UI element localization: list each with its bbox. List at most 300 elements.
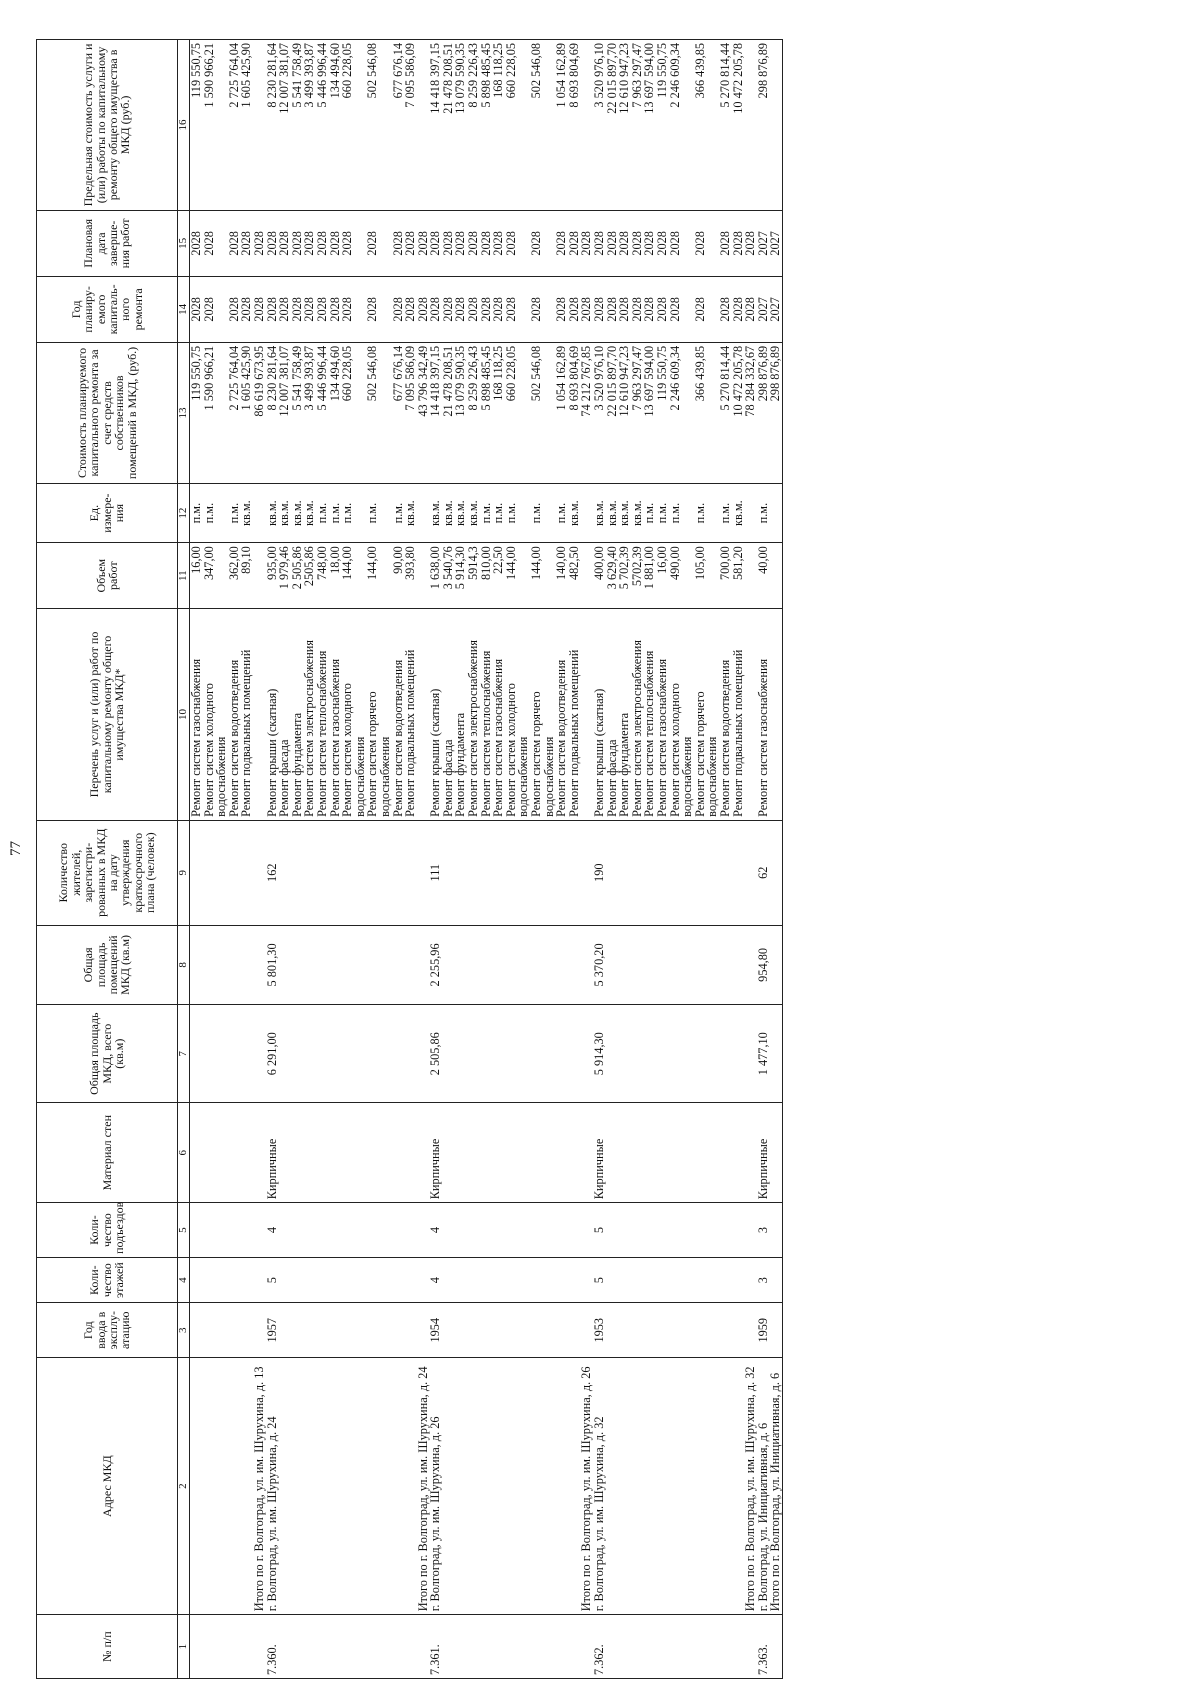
table-cell-col14: 2028	[266, 276, 279, 342]
column-number-11: 11	[178, 543, 190, 609]
table-cell-col11: 18,00	[329, 543, 342, 609]
table-cell-col9	[442, 820, 455, 925]
table-cell-col13: 12 610 947,23	[618, 342, 631, 483]
table-cell-col7	[404, 1005, 417, 1103]
table-cell-col15: 2028	[606, 210, 619, 276]
column-header-3: Год ввода в эксплу-атацию	[37, 1303, 178, 1358]
table-cell-col5: 4	[266, 1203, 279, 1258]
table-cell-col6	[606, 1103, 619, 1203]
table-cell-col12: п.м.	[643, 484, 656, 543]
table-row	[442, 40, 455, 1679]
table-cell-col14: 2028	[656, 276, 669, 342]
table-row	[643, 40, 656, 1679]
table-cell-col15: 2028	[417, 210, 430, 276]
table-cell-col14: 2028	[442, 276, 455, 342]
table-cell-col12: п.м.	[757, 484, 770, 543]
table-cell-col9	[366, 820, 391, 925]
table-row	[253, 40, 266, 1679]
table-cell-col7	[530, 1005, 555, 1103]
column-header-11: Объем работ	[37, 543, 178, 609]
table-cell-col14: 2028	[278, 276, 291, 342]
table-cell-col12: п.м.	[203, 484, 228, 543]
table-cell-col10: Ремонт фундамента	[454, 609, 467, 821]
table-cell-col12: п.м.	[316, 484, 329, 543]
table-cell-col10: Ремонт систем горячего водоснабжения	[530, 609, 555, 821]
table-cell-col2: г. Волгоград, ул. им. Шурухина, д. 26	[429, 1358, 442, 1615]
table-cell-col15: 2028	[278, 210, 291, 276]
table-cell-col4	[643, 1257, 656, 1303]
table-cell-col7	[442, 1005, 455, 1103]
table-cell-col4: 5	[593, 1257, 606, 1303]
table-cell-col5	[618, 1203, 631, 1258]
table-cell-col15: 2028	[669, 210, 694, 276]
table-cell-col10: Ремонт систем газоснабжения	[757, 609, 770, 821]
table-cell-col3	[316, 1303, 329, 1358]
table-cell-col13: 8 259 226,43	[467, 342, 480, 483]
column-header-1: № п/п	[37, 1615, 178, 1679]
table-cell-col5	[744, 1203, 757, 1258]
table-cell-col3	[769, 1303, 782, 1358]
table-cell-col9	[454, 820, 467, 925]
table-cell-col3: 1957	[266, 1303, 279, 1358]
table-cell-col12: кв.м.	[732, 484, 745, 543]
table-cell-col16: 5 446 996,44	[316, 40, 329, 211]
table-cell-col10: Ремонт фундамента	[291, 609, 304, 821]
table-cell-col4	[190, 1257, 203, 1303]
table-cell-col7	[278, 1005, 291, 1103]
table-cell-col8: 954,80	[757, 925, 770, 1005]
table-cell-col12: п.м.	[480, 484, 493, 543]
table-cell-col12: п.м.	[492, 484, 505, 543]
table-cell-col12: п.м.	[505, 484, 530, 543]
table-cell-col10	[253, 609, 266, 821]
table-cell-col16: 1 054 162,89	[555, 40, 568, 211]
table-cell-col11: 40,00	[757, 543, 770, 609]
table-cell-col10: Ремонт систем горячего водоснабжения	[366, 609, 391, 821]
table-cell-col2	[669, 1358, 694, 1615]
table-cell-col1	[492, 1615, 505, 1679]
table-cell-col3: 1959	[757, 1303, 770, 1358]
table-cell-col13: 660 228,05	[505, 342, 530, 483]
table-cell-col4	[316, 1257, 329, 1303]
table-cell-col2	[341, 1358, 366, 1615]
table-cell-col3	[669, 1303, 694, 1358]
column-number-13: 13	[178, 342, 190, 483]
table-cell-col16: 2 725 764,04	[228, 40, 241, 211]
table-cell-col5	[606, 1203, 619, 1258]
table-cell-col10: Ремонт фундамента	[618, 609, 631, 821]
table-cell-col16: 12 007 381,07	[278, 40, 291, 211]
table-cell-col3	[480, 1303, 493, 1358]
table-cell-col5	[228, 1203, 241, 1258]
table-cell-col2	[530, 1358, 555, 1615]
table-cell-col1	[278, 1615, 291, 1679]
table-cell-col5	[253, 1203, 266, 1258]
table-cell-col14: 2028	[240, 276, 253, 342]
column-header-6: Материал стен	[37, 1103, 178, 1203]
column-number-3: 3	[178, 1303, 190, 1358]
table-cell-col5	[643, 1203, 656, 1258]
table-cell-col10: Ремонт систем газоснабжения	[329, 609, 342, 821]
table-cell-col1	[656, 1615, 669, 1679]
table-cell-col15: 2028	[454, 210, 467, 276]
table-cell-col11: 5914,3	[467, 543, 480, 609]
table-cell-col15: 2027	[769, 210, 782, 276]
table-cell-col12: кв.м.	[266, 484, 279, 543]
table-cell-col9	[643, 820, 656, 925]
table-cell-col3	[442, 1303, 455, 1358]
table-cell-col3	[505, 1303, 530, 1358]
table-cell-col15: 2028	[190, 210, 203, 276]
table-cell-col13: 1 054 162,89	[555, 342, 568, 483]
table-cell-col4	[228, 1257, 241, 1303]
table-cell-col6	[366, 1103, 391, 1203]
table-cell-col13: 119 550,75	[656, 342, 669, 483]
table-cell-col7	[719, 1005, 732, 1103]
table-cell-col7	[392, 1005, 405, 1103]
table-cell-col9	[329, 820, 342, 925]
table-cell-col12: п.м.	[669, 484, 694, 543]
table-cell-col1	[744, 1615, 757, 1679]
table-cell-col16: 3 499 393,87	[303, 40, 316, 211]
table-cell-col13: 3 499 393,87	[303, 342, 316, 483]
table-cell-col7: 1 477,10	[757, 1005, 770, 1103]
table-body	[190, 40, 783, 1679]
table-cell-col14: 2028	[253, 276, 266, 342]
table-cell-col10: Ремонт систем газоснабжения	[492, 609, 505, 821]
table-cell-col14: 2028	[429, 276, 442, 342]
table-cell-col12: п.м.	[694, 484, 719, 543]
table-cell-col12: кв.м.	[442, 484, 455, 543]
table-cell-col7	[568, 1005, 581, 1103]
table-cell-col10	[769, 609, 782, 821]
column-header-8: Общая площадь помещений МКД (кв.м)	[37, 925, 178, 1005]
table-cell-col1	[404, 1615, 417, 1679]
table-cell-col6	[643, 1103, 656, 1203]
table-cell-col16: 8 693 804,69	[568, 40, 581, 211]
table-cell-col15: 2028	[505, 210, 530, 276]
table-cell-col7	[555, 1005, 568, 1103]
table-cell-col2	[366, 1358, 391, 1615]
table-cell-col10: Ремонт фасада	[278, 609, 291, 821]
table-cell-col4	[492, 1257, 505, 1303]
table-cell-col4: 3	[757, 1257, 770, 1303]
table-cell-col8: 5 801,30	[266, 925, 279, 1005]
table-cell-col15: 2028	[392, 210, 405, 276]
table-cell-col9	[631, 820, 644, 925]
table-cell-col2	[719, 1358, 732, 1615]
table-cell-col1	[253, 1615, 266, 1679]
table-cell-col16: 677 676,14	[392, 40, 405, 211]
table-cell-col5	[480, 1203, 493, 1258]
table-cell-col4	[568, 1257, 581, 1303]
table-cell-col11: 3 540,76	[442, 543, 455, 609]
table-cell-col8	[555, 925, 568, 1005]
table-cell-col6	[240, 1103, 253, 1203]
table-cell-col2: г. Волгоград, ул. Инициативная, д. 6	[757, 1358, 770, 1615]
table-cell-col6: Кирпичные	[593, 1103, 606, 1203]
table-cell-col2	[467, 1358, 480, 1615]
table-cell-col3	[228, 1303, 241, 1358]
table-cell-col9	[253, 820, 266, 925]
table-cell-col12: кв.м.	[593, 484, 606, 543]
table-cell-col8	[278, 925, 291, 1005]
table-cell-col6	[467, 1103, 480, 1203]
table-row	[505, 40, 530, 1679]
table-cell-col13: 7 095 586,09	[404, 342, 417, 483]
table-cell-col13: 2 246 609,34	[669, 342, 694, 483]
table-cell-col7	[190, 1005, 203, 1103]
table-cell-col8	[694, 925, 719, 1005]
table-row	[719, 40, 732, 1679]
table-cell-col4	[631, 1257, 644, 1303]
table-cell-col8	[253, 925, 266, 1005]
table-cell-col7	[505, 1005, 530, 1103]
table-cell-col12: кв.м.	[240, 484, 253, 543]
table-cell-col6	[656, 1103, 669, 1203]
table-cell-col14: 2028	[618, 276, 631, 342]
table-cell-col7	[492, 1005, 505, 1103]
table-row	[454, 40, 467, 1679]
table-cell-col15: 2028	[404, 210, 417, 276]
table-cell-col1	[555, 1615, 568, 1679]
table-cell-col14: 2028	[303, 276, 316, 342]
table-cell-col14: 2028	[291, 276, 304, 342]
table-cell-col9	[240, 820, 253, 925]
table-cell-col15: 2028	[719, 210, 732, 276]
table-cell-col9	[316, 820, 329, 925]
column-header-10: Перечень услуг и (или) работ по капитальному ремонту общего имущества МКД*	[37, 609, 178, 821]
table-row	[329, 40, 342, 1679]
table-cell-col14: 2028	[580, 276, 593, 342]
table-cell-col7	[240, 1005, 253, 1103]
table-cell-col6	[732, 1103, 745, 1203]
table-cell-col1	[240, 1615, 253, 1679]
table-cell-col7	[631, 1005, 644, 1103]
column-header-9: Количество жителей, зарегистри-рованных в МКД на дату утверждения краткосрочного плана (человек)	[37, 820, 178, 925]
table-cell-col5	[656, 1203, 669, 1258]
table-row	[467, 40, 480, 1679]
table-cell-col5	[769, 1203, 782, 1258]
table-cell-col10: Ремонт систем теплоснабжения	[316, 609, 329, 821]
table-row	[631, 40, 644, 1679]
table-cell-col11: 5702,39	[631, 543, 644, 609]
table-cell-col14: 2028	[341, 276, 366, 342]
table-cell-col16: 119 550,75	[656, 40, 669, 211]
table-cell-col5	[694, 1203, 719, 1258]
table-cell-col5	[669, 1203, 694, 1258]
table-cell-col12: кв.м.	[278, 484, 291, 543]
table-cell-col14: 2027	[757, 276, 770, 342]
table-cell-col10: Ремонт подвальных помещений	[568, 609, 581, 821]
table-cell-col14: 2028	[719, 276, 732, 342]
table-cell-col2	[454, 1358, 467, 1615]
table-cell-col8	[291, 925, 304, 1005]
table-cell-col8	[631, 925, 644, 1005]
table-cell-col15: 2028	[329, 210, 342, 276]
table-cell-col10: Ремонт крыши (скатная)	[593, 609, 606, 821]
table-cell-col13: 10 472 205,78	[732, 342, 745, 483]
table-cell-col9	[480, 820, 493, 925]
table-cell-col16: 502 546,08	[530, 40, 555, 211]
table-cell-col5	[392, 1203, 405, 1258]
table-row	[341, 40, 366, 1679]
table-cell-col2	[492, 1358, 505, 1615]
table-cell-col3	[190, 1303, 203, 1358]
table-row	[278, 40, 291, 1679]
table-cell-col3	[341, 1303, 366, 1358]
table-cell-col1: 7.360.	[266, 1615, 279, 1679]
table-cell-col1	[442, 1615, 455, 1679]
table-cell-col8	[467, 925, 480, 1005]
table-cell-col2	[643, 1358, 656, 1615]
table-row	[316, 40, 329, 1679]
table-cell-col6	[316, 1103, 329, 1203]
table-cell-col6	[341, 1103, 366, 1203]
table-cell-col9	[744, 820, 757, 925]
table-cell-col8	[329, 925, 342, 1005]
table-cell-col16: 134 494,60	[329, 40, 342, 211]
table-cell-col1	[719, 1615, 732, 1679]
table-cell-col10: Ремонт подвальных помещений	[404, 609, 417, 821]
table-cell-col15: 2028	[266, 210, 279, 276]
table-cell-col5	[341, 1203, 366, 1258]
table-cell-col9	[303, 820, 316, 925]
table-cell-col11: 22,50	[492, 543, 505, 609]
table-cell-col13: 86 619 673,95	[253, 342, 266, 483]
table-cell-col13: 660 228,05	[341, 342, 366, 483]
table-cell-col15: 2028	[568, 210, 581, 276]
table-cell-col1	[732, 1615, 745, 1679]
table-cell-col10: Ремонт систем холодного водоснабжения	[203, 609, 228, 821]
table-cell-col6	[744, 1103, 757, 1203]
table-cell-col8	[303, 925, 316, 1005]
table-row	[480, 40, 493, 1679]
table-cell-col15: 2028	[442, 210, 455, 276]
table-cell-col3	[492, 1303, 505, 1358]
table-cell-col9	[694, 820, 719, 925]
table-cell-col13: 43 796 342,49	[417, 342, 430, 483]
table-cell-col16: 366 439,85	[694, 40, 719, 211]
table-cell-col11: 140,00	[555, 543, 568, 609]
table-cell-col1	[366, 1615, 391, 1679]
table-cell-col4	[656, 1257, 669, 1303]
table-cell-col2: Итого по г. Волгоград, ул. им. Шурухина, д. 32	[744, 1358, 757, 1615]
table-cell-col13: 78 284 332,67	[744, 342, 757, 483]
table-cell-col1	[643, 1615, 656, 1679]
table-cell-col16: 1 590 966,21	[203, 40, 228, 211]
table-cell-col3	[530, 1303, 555, 1358]
table-cell-col12: п.м.	[190, 484, 203, 543]
table-cell-col13: 21 478 208,51	[442, 342, 455, 483]
table-cell-col3	[719, 1303, 732, 1358]
table-cell-col14: 2028	[454, 276, 467, 342]
column-number-5: 5	[178, 1203, 190, 1258]
table-cell-col6: Кирпичные	[266, 1103, 279, 1203]
table-cell-col12: кв.м.	[618, 484, 631, 543]
table-cell-col8	[228, 925, 241, 1005]
table-cell-col2: г. Волгоград, ул. им. Шурухина, д. 32	[593, 1358, 606, 1615]
table-cell-col11: 16,00	[190, 543, 203, 609]
table-cell-col10: Ремонт подвальных помещений	[240, 609, 253, 821]
table-cell-col3	[631, 1303, 644, 1358]
table-cell-col5	[329, 1203, 342, 1258]
table-cell-col11: 5 914,30	[454, 543, 467, 609]
table-cell-col7	[203, 1005, 228, 1103]
table-cell-col6	[291, 1103, 304, 1203]
column-header-5: Коли-чество подъездов	[37, 1203, 178, 1258]
table-cell-col13: 168 118,25	[492, 342, 505, 483]
repair-plan-table	[36, 39, 783, 1679]
table-cell-col5	[732, 1203, 745, 1258]
table-cell-col11: 90,00	[392, 543, 405, 609]
table-cell-col6	[669, 1103, 694, 1203]
table-cell-col3	[203, 1303, 228, 1358]
table-cell-col12	[769, 484, 782, 543]
table-row	[492, 40, 505, 1679]
table-cell-col1	[530, 1615, 555, 1679]
table-cell-col9	[404, 820, 417, 925]
table-row	[266, 40, 279, 1679]
table-cell-col2	[392, 1358, 405, 1615]
table-cell-col7	[467, 1005, 480, 1103]
table-cell-col8	[618, 925, 631, 1005]
table-cell-col12	[744, 484, 757, 543]
table-cell-col7	[316, 1005, 329, 1103]
table-cell-col12: п.м.	[366, 484, 391, 543]
table-row	[669, 40, 694, 1679]
table-cell-col11	[744, 543, 757, 609]
column-number-10: 10	[178, 609, 190, 821]
table-cell-col3: 1953	[593, 1303, 606, 1358]
table-cell-col10: Ремонт систем водоотведения	[555, 609, 568, 821]
table-cell-col5	[530, 1203, 555, 1258]
table-cell-col3: 1954	[429, 1303, 442, 1358]
table-cell-col11: 347,00	[203, 543, 228, 609]
table-cell-col4	[555, 1257, 568, 1303]
table-cell-col14: 2028	[480, 276, 493, 342]
table-row	[769, 40, 782, 1679]
table-row	[530, 40, 555, 1679]
table-cell-col4	[366, 1257, 391, 1303]
table-cell-col1	[303, 1615, 316, 1679]
table-cell-col1	[568, 1615, 581, 1679]
table-cell-col16: 22 015 897,70	[606, 40, 619, 211]
table-cell-col4	[694, 1257, 719, 1303]
table-cell-col4	[442, 1257, 455, 1303]
column-number-1: 1	[178, 1615, 190, 1679]
table-cell-col2	[656, 1358, 669, 1615]
table-cell-col11: 2505,86	[303, 543, 316, 609]
table-cell-col13: 134 494,60	[329, 342, 342, 483]
table-cell-col1	[505, 1615, 530, 1679]
table-cell-col9	[732, 820, 745, 925]
table-cell-col12: кв.м.	[454, 484, 467, 543]
table-cell-col10: Ремонт подвальных помещений	[732, 609, 745, 821]
table-cell-col8	[732, 925, 745, 1005]
table-cell-col10: Ремонт систем теплоснабжения	[643, 609, 656, 821]
table-cell-col11: 1 638,00	[429, 543, 442, 609]
column-header-14: Год планиру-емого капиталь-ного ремонта	[37, 276, 178, 342]
table-cell-col14: 2028	[228, 276, 241, 342]
table-cell-col13: 13 697 594,00	[643, 342, 656, 483]
table-cell-col5	[442, 1203, 455, 1258]
table-cell-col6	[392, 1103, 405, 1203]
table-cell-col4	[329, 1257, 342, 1303]
column-number-16: 16	[178, 40, 190, 211]
table-cell-col14: 2028	[404, 276, 417, 342]
table-cell-col15: 2028	[732, 210, 745, 276]
